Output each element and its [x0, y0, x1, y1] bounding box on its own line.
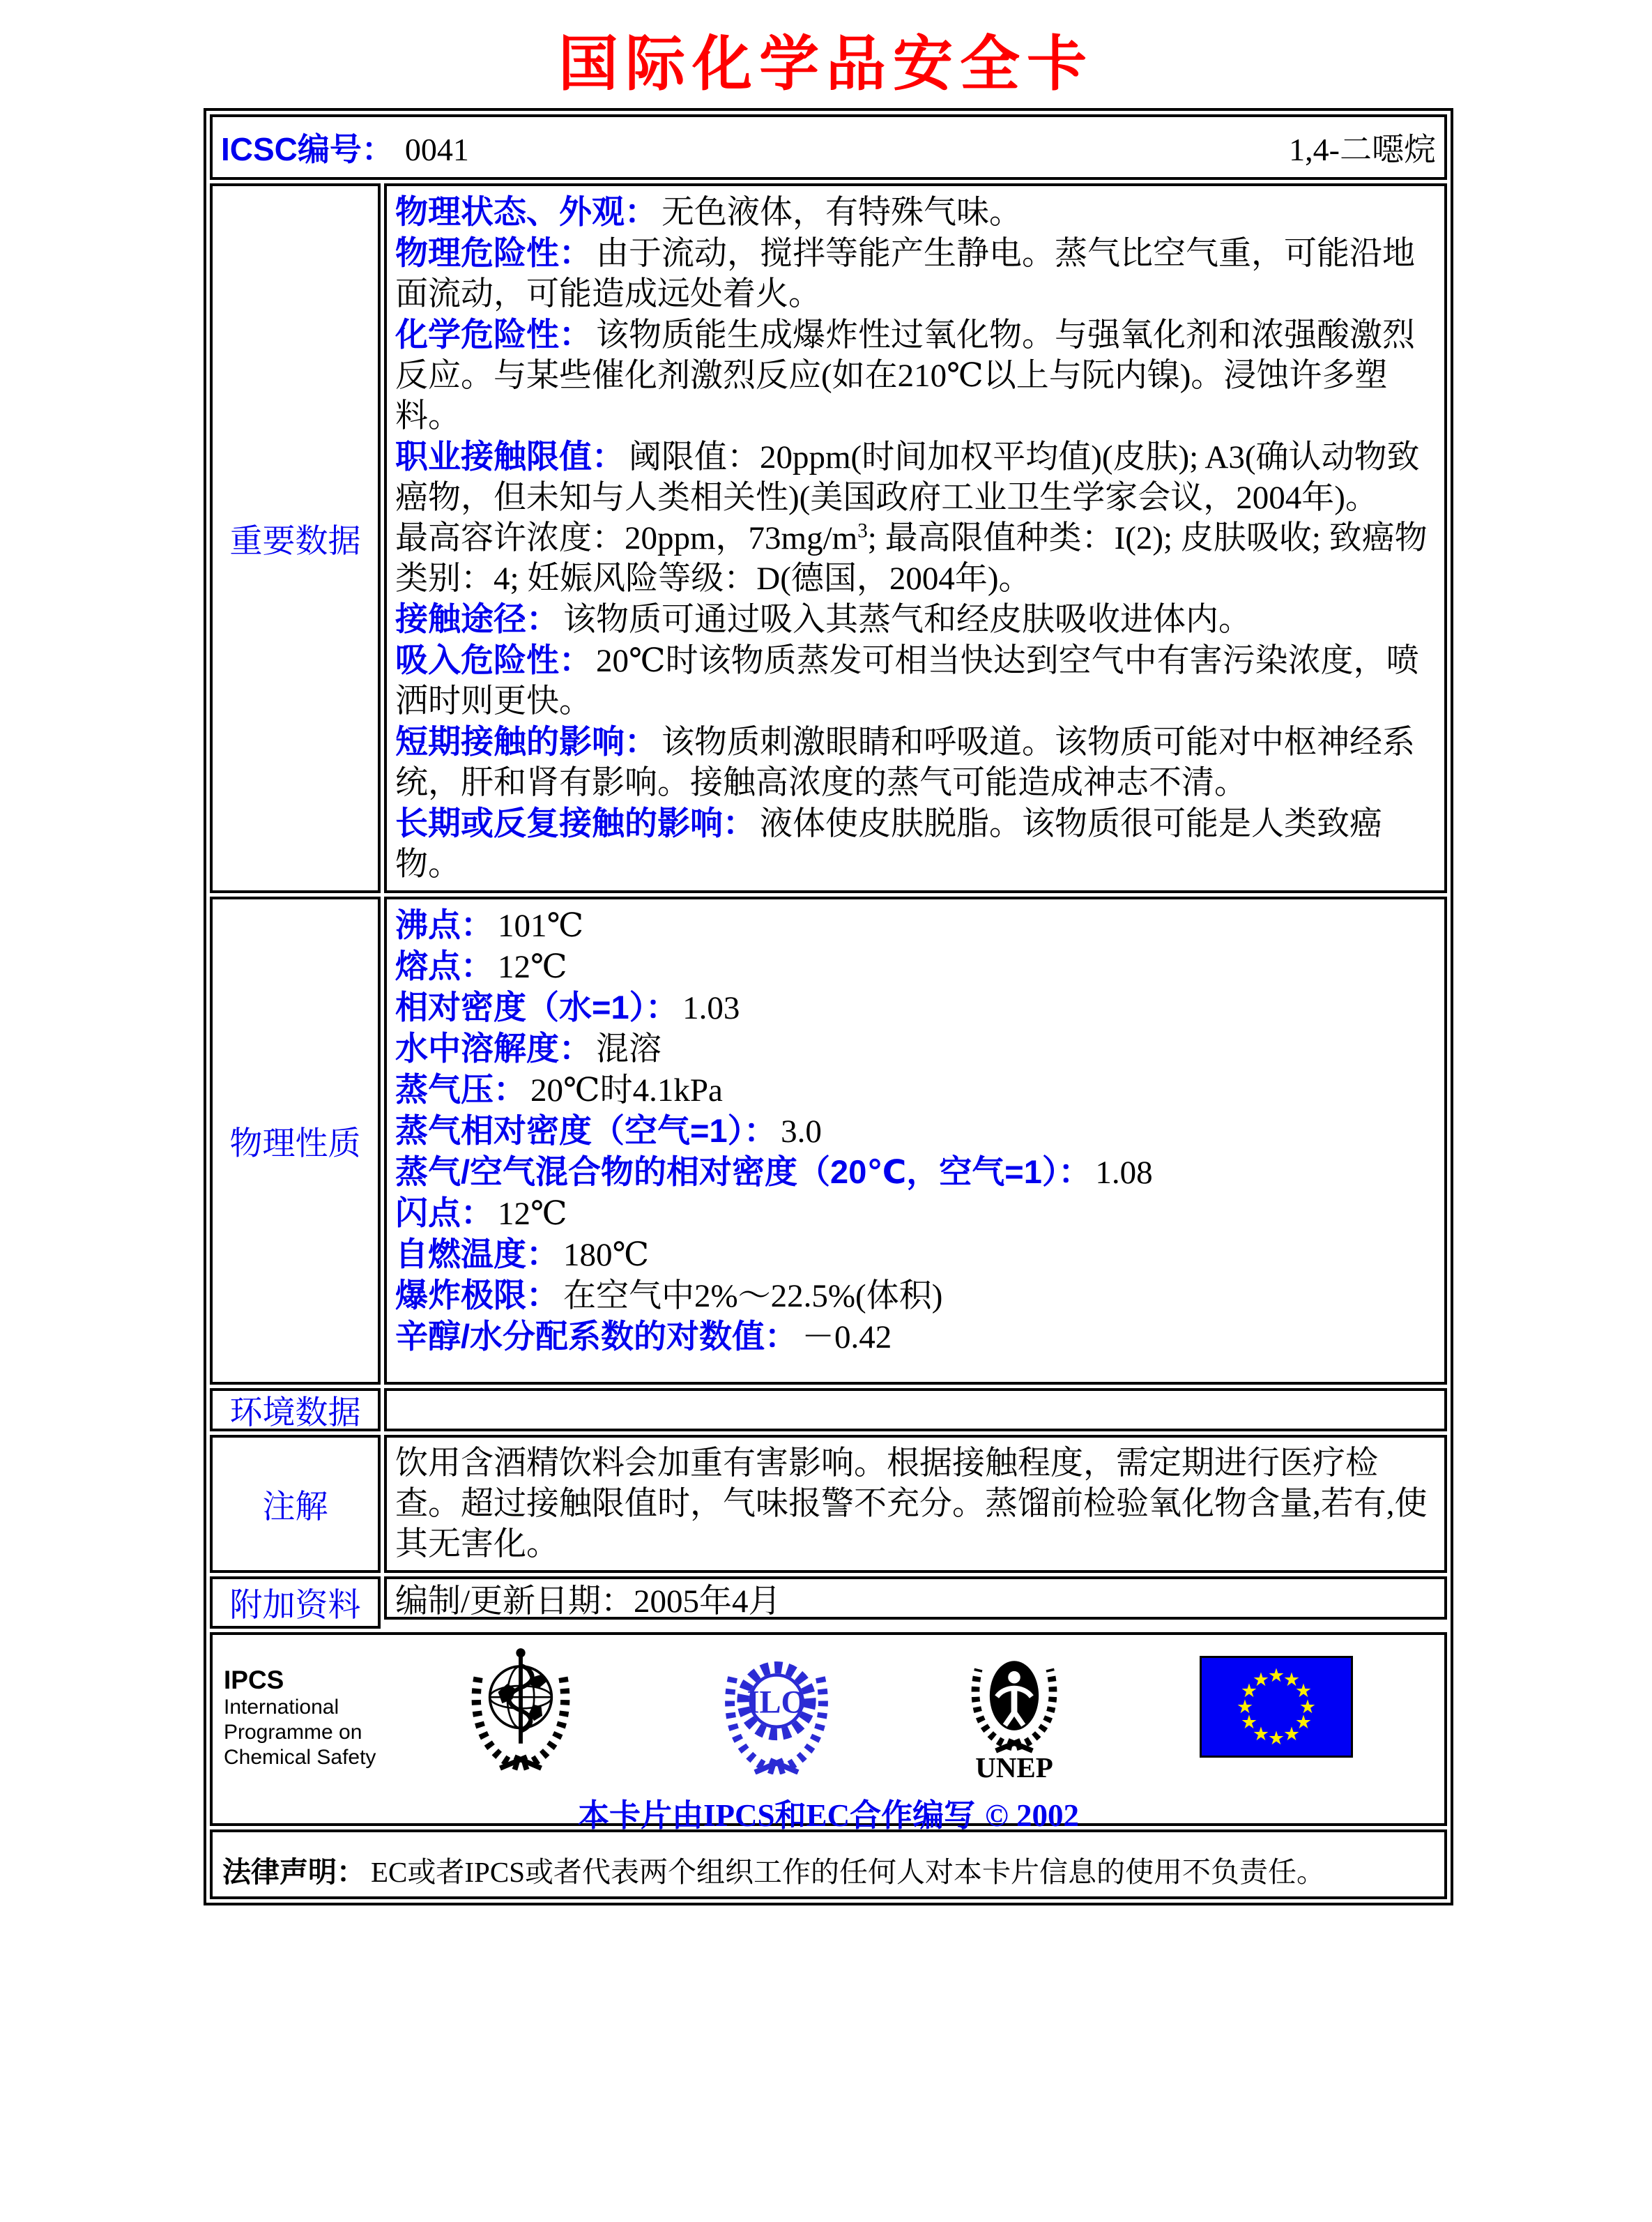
prop-label: 自燃温度： [395, 1235, 559, 1272]
inline-label: 短期接触的影响： [395, 723, 657, 760]
environmental-data-content [384, 1388, 1447, 1431]
item-text: 该物质能生成爆炸性过氧化物。与强氧化剂和浓强酸激烈反应。与某些催化剂激烈反应(如在210℃以上与阮内镍)。浸蚀许多塑料。 [395, 317, 1415, 434]
section-label-text: 注解 [262, 1487, 328, 1525]
property-line [395, 946, 1436, 987]
prop-label: 蒸气相对密度（空气=1）： [395, 1112, 777, 1149]
additional-info-content: 编制/更新日期：2005年4月 [395, 1583, 781, 1620]
ilo-emblem-icon [712, 1645, 841, 1774]
svg-text:★: ★ [1267, 1728, 1285, 1749]
prop-label: 沸点： [395, 906, 494, 943]
prop-value: 3.0 [781, 1113, 822, 1150]
prop-value: 101℃ [498, 908, 584, 944]
prop-label: 蒸气压： [395, 1071, 526, 1108]
section-label-physical-properties [210, 897, 381, 1385]
prop-label: 闪点： [395, 1194, 494, 1231]
inline-label: 职业接触限值： [395, 438, 625, 475]
unep-caption: UNEP [975, 1751, 1053, 1783]
property-line [395, 1316, 1436, 1357]
prop-value: 180℃ [563, 1237, 650, 1273]
property-line [395, 987, 1436, 1028]
prop-value: 1.03 [682, 990, 740, 1026]
physical-properties-row [210, 897, 1447, 1385]
chemical-name: 1,4-二噁烷 [1289, 132, 1436, 167]
important-item [395, 599, 1436, 640]
svg-text:★: ★ [1267, 1665, 1285, 1687]
item-text: 液体使皮肤脱脂。该物质很可能是人类致癌物。 [395, 806, 1382, 883]
important-item [395, 436, 1436, 518]
section-label-text: 重要数据 [229, 522, 361, 559]
prop-value: 20℃时4.1kPa [530, 1072, 723, 1109]
important-item [395, 803, 1436, 885]
prop-label: 水中溶解度： [395, 1030, 592, 1067]
important-item [395, 192, 1436, 233]
ipcs-title: IPCS [224, 1666, 284, 1694]
card-header [210, 114, 1447, 180]
svg-text:★: ★ [1252, 1669, 1270, 1691]
prop-value: 1.08 [1095, 1155, 1153, 1191]
notes-row [210, 1435, 1447, 1573]
logos-cell [210, 1632, 1447, 1833]
credit-line [213, 1790, 1444, 1835]
svg-text:★: ★ [1294, 1680, 1313, 1702]
environmental-data-row [210, 1388, 1447, 1431]
svg-text:★: ★ [1283, 1669, 1301, 1691]
important-item [395, 722, 1436, 803]
item-text: 由于流动，搅拌等能产生静电。蒸气比空气重，可能沿地面流动，可能造成远处着火。 [395, 236, 1415, 312]
section-label-environmental-data [210, 1388, 381, 1431]
inline-label: 物理状态、外观： [395, 193, 657, 230]
prop-label: 熔点： [395, 948, 494, 984]
prop-label: 相对密度（水=1）： [395, 989, 679, 1026]
ipcs-subtitle-line: Chemical Safety [224, 1746, 376, 1769]
property-line [395, 1152, 1436, 1193]
section-label-text: 环境数据 [229, 1393, 361, 1431]
superscript: 3 [857, 519, 868, 542]
prop-value: －0.42 [802, 1319, 892, 1355]
important-item-max-concentration [395, 518, 1436, 599]
important-item [395, 314, 1436, 436]
unep-emblem-icon [953, 1641, 1076, 1783]
page-title: 国际化学品安全卡 [558, 29, 1094, 99]
prop-label: 爆炸极限： [395, 1277, 559, 1314]
prop-label: 辛醇/水分配系数的对数值： [395, 1318, 798, 1355]
svg-text:★: ★ [1299, 1696, 1317, 1718]
section-label-important-data [210, 183, 381, 893]
property-line [395, 1111, 1436, 1152]
header-row [210, 114, 1447, 180]
inline-label: 长期或反复接触的影响： [395, 805, 756, 842]
legal-label: 法律声明： [222, 1856, 365, 1888]
inline-label: 物理危险性： [395, 234, 592, 271]
notes-content: 饮用含酒精饮料会加重有害影响。根据接触程度，需定期进行医疗检查。超过接触限值时，气味报警不充分。蒸馏前检验氧化物含量,若有,使其无害化。 [384, 1435, 1447, 1573]
important-item [395, 640, 1436, 722]
prop-value: 12℃ [498, 1196, 567, 1232]
section-label-text: 物理性质 [229, 1124, 361, 1162]
item-text: 该物质可通过吸入其蒸气和经皮肤吸收进体内。 [563, 602, 1251, 638]
icsc-number-label: ICSC编号： [221, 131, 394, 167]
logos-row [210, 1632, 1447, 1833]
prop-value: 12℃ [498, 949, 567, 985]
section-label-additional-info [210, 1576, 381, 1629]
inline-label: 吸入危险性： [395, 641, 592, 678]
svg-text:★: ★ [1240, 1712, 1258, 1733]
additional-info-cell [384, 1576, 1447, 1620]
icsc-card [204, 108, 1453, 1905]
section-label-text: 附加资料 [229, 1586, 361, 1623]
icsc-number-group [221, 124, 469, 170]
property-line [395, 1234, 1436, 1275]
svg-text:★: ★ [1283, 1723, 1301, 1745]
legal-row [210, 1829, 1447, 1899]
prop-value: 混溶 [596, 1031, 661, 1067]
svg-text:★: ★ [1240, 1680, 1258, 1702]
ilo-letters: ILO [747, 1684, 806, 1721]
important-data-row [210, 183, 1447, 893]
credit-year: © 2002 [985, 1798, 1079, 1833]
inline-label: 接触途径： [395, 600, 559, 637]
inline-label: 化学危险性： [395, 316, 592, 353]
who-emblem-icon [458, 1641, 583, 1774]
svg-text:★: ★ [1294, 1712, 1313, 1733]
property-line [395, 1070, 1436, 1111]
item-text: 无色液体，有特殊气味。 [661, 195, 1022, 231]
item-text: 最高容许浓度：20ppm，73mg/m [395, 520, 858, 556]
physical-properties-content [384, 897, 1447, 1385]
item-text: 该物质刺激眼睛和呼吸道。该物质可能对中枢神经系统，肝和肾有影响。接触高浓度的蒸气可能造成神志不清。 [395, 724, 1415, 801]
ipcs-subtitle-line: Programme on [224, 1721, 362, 1744]
legal-text: EC或者IPCS或者代表两个组织工作的任何人对本卡片信息的使用不负责任。 [371, 1856, 1325, 1888]
property-line [395, 1193, 1436, 1234]
item-text: 阈限值：20ppm(时间加权平均值)(皮肤); A3(确认动物致癌物，但未知与人类相关性)(美国政府工业卫生学家会议，2004年)。 [395, 439, 1420, 516]
icsc-number-value: 0041 [404, 132, 469, 167]
property-line [395, 1028, 1436, 1070]
prop-label: 蒸气/空气混合物的相对密度（20℃，空气=1）： [395, 1153, 1092, 1190]
important-data-content [384, 183, 1447, 893]
svg-text:★: ★ [1236, 1696, 1254, 1718]
additional-info-row [210, 1576, 1447, 1629]
eu-flag-icon [1200, 1656, 1353, 1758]
svg-text:★: ★ [1252, 1723, 1270, 1745]
important-item [395, 233, 1436, 314]
prop-value: 在空气中2%～22.5%(体积) [563, 1278, 943, 1314]
ipcs-subtitle-line: International [224, 1696, 339, 1719]
property-line [395, 1275, 1436, 1316]
item-text: 20℃时该物质蒸发可相当快达到空气中有害污染浓度，喷洒时则更快。 [395, 643, 1419, 720]
section-label-notes [210, 1435, 381, 1573]
legal-cell [210, 1829, 1447, 1899]
property-line [395, 905, 1436, 946]
item-text: ; 最高限值种类：I(2); 皮肤吸收; 致癌物类别：4; 妊娠风险等级：D(德国，2004年)。 [395, 520, 1428, 597]
ipcs-block [224, 1666, 376, 1770]
credit-text: 本卡片由IPCS和EC合作编写 [578, 1798, 976, 1833]
